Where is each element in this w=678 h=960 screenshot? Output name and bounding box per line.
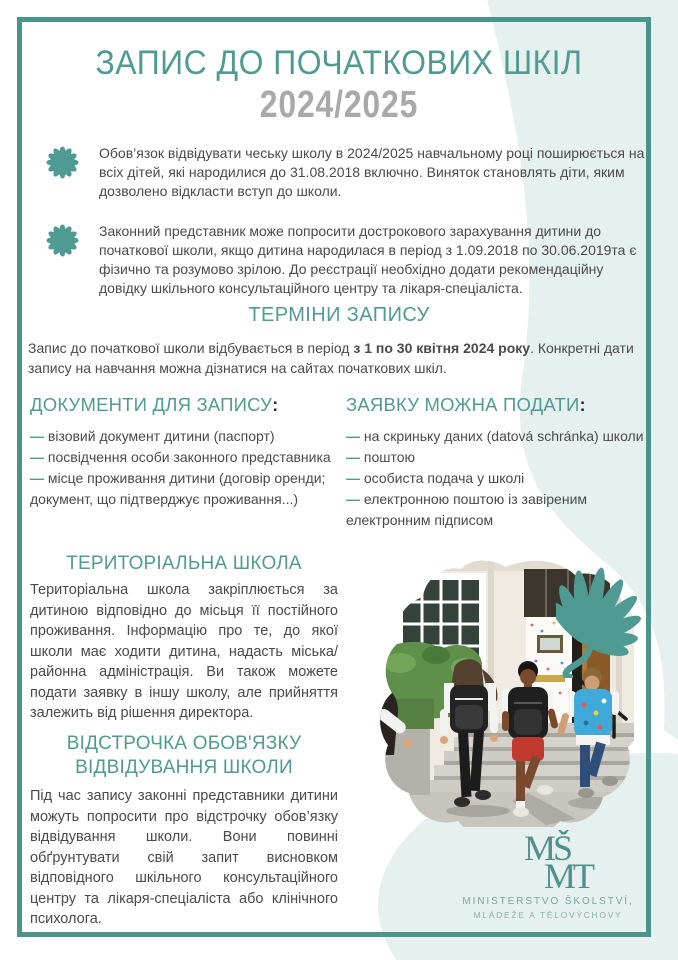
flower-burst-icon (46, 146, 79, 179)
postponement-heading: ВІДСТРОЧКА ОБОВ'ЯЗКУ ВІДВІДУВАННЯ ШКОЛИ (66, 733, 302, 778)
dash-bullet: — (346, 428, 360, 444)
palm-leaf-icon (556, 556, 664, 678)
application-heading: ЗАЯВКУ МОЖНА ПОДАТИ: (346, 394, 586, 415)
territorial-paragraph: Територіальна школа закріплюється за дитиною відповідно до місьця її постійного проживання. Інформацію про те, до якої школи має ходити дитина, надасть міська/районна адміністрація. Ви також можете подати заявку в іншу школу, але прийняття залежить від рішення директора. (30, 582, 338, 721)
list-item: — поштою (346, 449, 416, 465)
dash-bullet: — (30, 470, 44, 486)
flower-burst-icon (46, 224, 79, 257)
dash-bullet: — (346, 449, 360, 465)
svg-text:MT: MT (544, 856, 592, 892)
list-item: — електронною поштою із завіреним електронним підписом (346, 491, 588, 528)
school-year: 2024/2025 (259, 84, 419, 126)
terms-text-start: Запис до початкової школи відбувається в період (28, 340, 354, 356)
list-item: — на скриньку даних (datová schránka) школи (346, 428, 644, 444)
application-column (346, 394, 648, 531)
heading-colon: : (272, 394, 279, 415)
intro-bullet-2 (46, 222, 651, 298)
documents-heading: ДОКУМЕНТИ ДЛЯ ЗАПИСУ: (30, 394, 279, 415)
terms-heading: ТЕРМІНИ ЗАПИСУ (248, 304, 430, 326)
dash-bullet: — (346, 491, 360, 507)
svg-text:MŠ: MŠ (524, 830, 571, 868)
postponement-paragraph: Під час запису законні представники дитини можуть попросити про відстрочку обов’язку відвідування школи. Вони повинні обґрунтувати свій запит висновком відповідного шкільного консультаційного центру та лікаря-спеціаліста або клінічного психолога. (30, 788, 338, 927)
terms-text-end: . Конкретні дати запису на навчання можна дізнатися на сайтах початкових шкіл. (28, 340, 634, 376)
heading-colon: : (579, 394, 586, 415)
msmt-logo (520, 830, 620, 892)
list-item: — посвідчення особи законного представника (30, 449, 331, 465)
list-item: — особиста подача у школі (346, 470, 525, 486)
intro-bullet-2-text: Законний представник може попросити дострокового зарахування дитини до початкової школи, якщо дитина народилася в період з 1.09.2018 по 30.06.2019та є фізично та розумово зрілою. До реєстрації необхідно додати рекомендаційну довідку шкільного консультаційного центру та лікаря-спеціаліста. (99, 223, 637, 296)
documents-column (30, 394, 338, 510)
list-item: — візовий документ дитини (паспорт) (30, 428, 275, 444)
page-title: ЗАПИС ДО ПОЧАТКОВИХ ШКІЛ (95, 44, 583, 82)
intro-bullet-1-text: Обов’язок відвідувати чеську школу в 2024/2025 навчальному році поширюється на всіх дітей, які народилися до 31.08.2018 включно. Виняток становлять діти, яким дозволено відкласти вступ до школи. (99, 145, 645, 199)
ministry-caption-line2: MLÁDEŽE A TĚLOVÝCHOVY (473, 910, 623, 920)
list-item: — місце проживання дитини (договір оренди; документ, що підтверджує проживання...) (30, 470, 326, 507)
ministry-caption-line1: MINISTERSTVO ŠKOLSTVÍ, (462, 896, 634, 907)
dash-bullet: — (30, 449, 44, 465)
territorial-heading: ТЕРИТОРІАЛЬНА ШКОЛА (66, 553, 302, 574)
terms-text-bold: з 1 по 30 квітня 2024 року (353, 340, 531, 356)
dash-bullet: — (30, 428, 44, 444)
intro-bullet-1 (46, 144, 651, 201)
terms-paragraph (28, 338, 660, 378)
dash-bullet: — (346, 470, 360, 486)
